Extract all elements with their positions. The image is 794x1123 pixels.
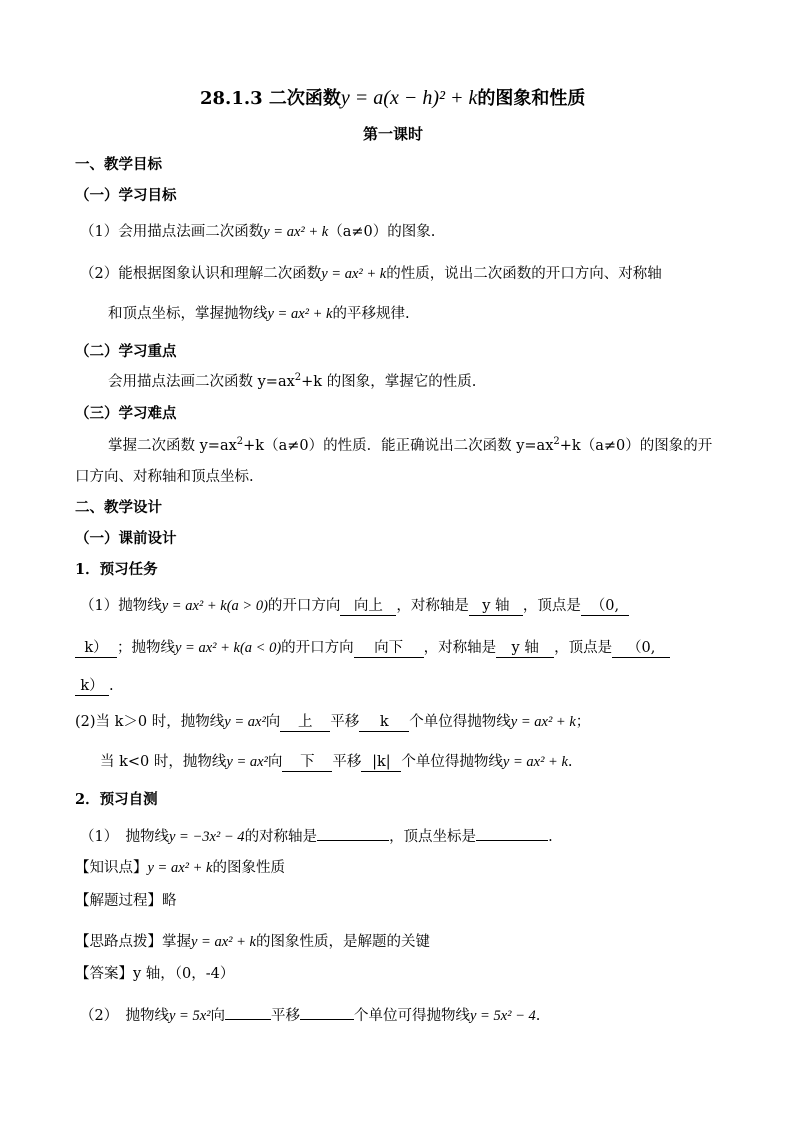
subheading-goals: （一）学习目标 xyxy=(75,187,177,204)
text: 向 xyxy=(210,1008,225,1024)
goal-2b-text-end: 的平移规律. xyxy=(332,306,410,322)
answer-blank[interactable] xyxy=(317,826,389,841)
text: ，顶点是 xyxy=(522,598,581,614)
formula: y = ax² + k xyxy=(191,934,256,950)
text: （2） 抛物线 xyxy=(80,1008,169,1024)
task-line-3 xyxy=(75,676,114,696)
self-test-heading: 2．预习自测 xyxy=(75,791,158,808)
goal-2-text-end: 的性质，说出二次函数的开口方向、对称轴 xyxy=(386,266,662,282)
text: 的对称轴是 xyxy=(244,829,318,845)
goal-2-text: （2）能根据图象认识和理解二次函数 xyxy=(80,266,322,282)
text: 的图象性质，是解题的关键 xyxy=(255,934,430,950)
text: 个单位得抛物线 xyxy=(409,714,511,730)
goal-2b-text: 和顶点坐标，掌握抛物线 xyxy=(108,306,268,322)
answer-axis: y 轴 xyxy=(469,597,523,616)
answer-vertex-cont: k） xyxy=(75,639,117,658)
task-line-4 xyxy=(75,712,590,732)
task-line-5 xyxy=(100,752,573,772)
formula: y = ax² + k xyxy=(267,306,333,322)
formula: y = ax² + k xyxy=(321,266,387,282)
answer-shift-down: 下 xyxy=(282,753,332,772)
difficulties-text-2: 口方向、对称轴和顶点坐标. xyxy=(75,469,254,485)
superscript: 2 xyxy=(553,436,560,447)
text: 向 xyxy=(267,754,283,770)
text: 平移 xyxy=(330,714,360,730)
subheading-key-points: （二）学习重点 xyxy=(75,343,177,360)
answer-blank[interactable] xyxy=(225,1005,271,1020)
formula: y = ax² + k xyxy=(510,714,576,730)
page-subtitle: 第一课时 xyxy=(363,125,424,143)
text: 个单位得抛物线 xyxy=(401,754,503,770)
text: 当 k<0 时，抛物线 xyxy=(100,754,227,770)
text: 的图象性质 xyxy=(212,860,285,876)
answer-units: k xyxy=(359,713,409,732)
text: ，顶点坐标是 xyxy=(389,829,477,845)
text: . xyxy=(109,678,114,694)
task-line-2 xyxy=(75,638,670,658)
text: +k（a≠0）的图象的开 xyxy=(559,438,713,454)
formula: y = ax² xyxy=(226,754,268,770)
question-2 xyxy=(80,1005,540,1026)
text: ；抛物线 xyxy=(117,640,175,656)
page-title xyxy=(200,88,585,109)
task-line-1 xyxy=(80,596,629,616)
goal-2 xyxy=(80,264,662,284)
superscript: 2 xyxy=(236,436,244,447)
key-points-text xyxy=(108,372,476,392)
formula: y = ax² + k xyxy=(263,224,329,240)
text: 平移 xyxy=(271,1008,300,1024)
text: (2)当 k＞0 时，抛物线 xyxy=(75,714,225,730)
formula: y = 5x² − 4 xyxy=(470,1008,536,1024)
goal-2-continued xyxy=(108,304,410,324)
text: 向 xyxy=(265,714,281,730)
title-pre: 二次函数 xyxy=(268,88,341,109)
formula: y = −3x² − 4 xyxy=(168,829,245,845)
answer-blank[interactable] xyxy=(476,826,548,841)
answer-open-down: 向下 xyxy=(354,639,424,658)
text: （1）抛物线 xyxy=(80,598,162,614)
answer-vertex: （0, xyxy=(581,597,629,616)
section-heading-1: 一、教学目标 xyxy=(75,156,162,173)
formula: y = ax² + k(a > 0) xyxy=(161,598,268,614)
text: ，对称轴是 xyxy=(396,598,469,614)
text: 掌握二次函数 y=ax xyxy=(108,438,237,454)
text: 的开口方向 xyxy=(267,598,341,614)
text: ，对称轴是 xyxy=(423,640,497,656)
title-number: 28.1.3 xyxy=(200,88,263,109)
answer-vertex: （0, xyxy=(612,639,670,658)
superscript: 2 xyxy=(294,372,302,383)
text: . xyxy=(567,754,573,770)
answer-blank[interactable] xyxy=(300,1005,354,1020)
text: 【思路点拨】掌握 xyxy=(75,934,191,950)
text: +k 的图象，掌握它的性质. xyxy=(301,374,477,390)
solution-process: 【解题过程】略 xyxy=(75,893,177,909)
formula: y = ax² xyxy=(224,714,266,730)
formula: y = ax² + k xyxy=(147,860,213,876)
answer-open-up: 向上 xyxy=(340,597,396,616)
text: 的开口方向 xyxy=(281,640,354,656)
text: 平移 xyxy=(332,754,362,770)
formula: y = ax² + k xyxy=(502,754,568,770)
formula: y = 5x² xyxy=(168,1008,211,1024)
answer-axis: y 轴 xyxy=(496,639,554,658)
text: （1） 抛物线 xyxy=(80,829,169,845)
goal-1-text: （1）会用描点法画二次函数 xyxy=(80,224,264,240)
answer: 【答案】y 轴，（0，-4） xyxy=(75,966,235,982)
answer-vertex-cont: k） xyxy=(75,677,109,696)
hint xyxy=(75,932,430,952)
knowledge-point xyxy=(75,858,285,878)
title-formula: y = a(x − h)² + k xyxy=(340,87,478,109)
text: ，顶点是 xyxy=(554,640,613,656)
subheading-difficulties: （三）学习难点 xyxy=(75,405,177,422)
text: ； xyxy=(575,714,591,730)
answer-shift-up: 上 xyxy=(280,713,330,732)
formula: y = ax² + k(a < 0) xyxy=(175,640,282,656)
difficulties-text-1 xyxy=(108,436,712,456)
question-1 xyxy=(80,826,553,847)
preview-task-heading: 1．预习任务 xyxy=(75,561,158,578)
title-post: 的图象和性质 xyxy=(477,88,586,109)
text: . xyxy=(548,829,553,845)
section-heading-2: 二、教学设计 xyxy=(75,499,162,516)
text: . xyxy=(535,1008,541,1024)
text: 【知识点】 xyxy=(75,860,148,876)
text: 会用描点法画二次函数 y=ax xyxy=(108,374,295,390)
text: +k（a≠0）的性质．能正确说出二次函数 y=ax xyxy=(243,438,554,454)
answer-units: |k| xyxy=(361,753,401,772)
subheading-pre-class: （一）课前设计 xyxy=(75,530,177,547)
goal-1 xyxy=(80,222,435,242)
goal-1-text-end: （a≠0）的图象. xyxy=(328,224,436,240)
text: 个单位可得抛物线 xyxy=(354,1008,470,1024)
